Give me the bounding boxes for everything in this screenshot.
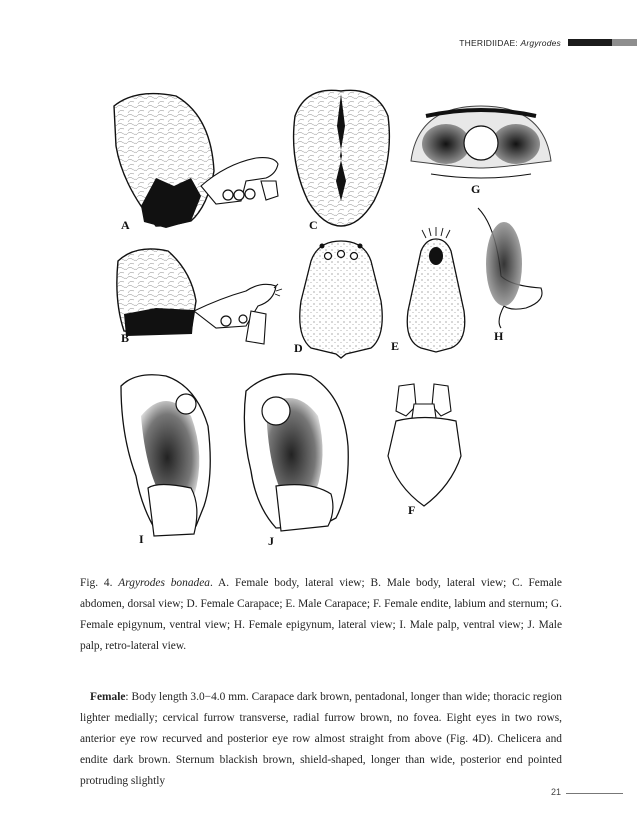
panel-g-female-epigynum-ventral: [411, 106, 551, 178]
body-paragraph: [80, 687, 562, 792]
label-j: J: [268, 534, 274, 548]
caption-species: Argyrodes bonadea: [118, 577, 210, 590]
label-c: C: [309, 218, 318, 232]
panel-i-male-palp-ventral: [121, 375, 210, 536]
page-number-rule: [566, 793, 623, 794]
label-b: B: [121, 331, 130, 345]
label-f: F: [408, 503, 416, 517]
label-i: I: [139, 532, 144, 546]
panel-h-female-epigynum-lateral: [478, 208, 542, 328]
body-text: : Body length 3.0−4.0 mm. Carapace dark brown, pentadonal, longer than wide; thoracic region lighter medially; cervical furrow transverse, radial furrow brown, no fovea. Eight eyes in two rows, anterior eye row recurved and posterior eye row almost straight from above (Fig. 4D). Chelicera and endite dark brown. Sternum blackish brown, shield-shaped, longer than wide, posterior end pointed protruding slightly: [80, 691, 562, 788]
figure-plate: [96, 86, 566, 556]
panel-f-female-endite-labium-sternum: [388, 384, 461, 506]
panel-e-male-carapace: [407, 227, 465, 352]
header-bar-dark: [568, 39, 612, 46]
panel-a-female-body-lateral: [114, 94, 278, 228]
running-header-label: THERIDIIDAE: Argyrodes: [459, 38, 561, 48]
header-bar-grey: [612, 39, 637, 46]
label-d: D: [294, 341, 303, 355]
label-e: E: [391, 339, 400, 353]
panel-d-female-carapace: [300, 241, 383, 358]
page-number: 21: [551, 787, 562, 797]
label-a: A: [121, 218, 130, 232]
figure-illustrations: [96, 86, 566, 556]
label-h: H: [494, 329, 504, 343]
panel-b-male-body-lateral: [117, 249, 282, 344]
figure-caption: [80, 573, 562, 657]
caption-text: . A. Female body, lateral view; B. Male body, lateral view; C. Female abdomen, dorsal view; D. Female Carapace; E. Male Carapace; F. Female endite, labium and sternum; G. Female epigynum, ventral view; H. Female epigynum, lateral view; I. Male palp, ventral view; J. Male palp, retro-lateral view.: [80, 577, 562, 653]
panel-j-male-palp-retrolateral: [244, 374, 348, 531]
caption-prefix: Fig. 4.: [80, 577, 113, 590]
label-g: G: [471, 182, 481, 196]
body-heading: Female: [90, 691, 126, 704]
panel-c-female-abdomen-dorsal: [294, 90, 390, 226]
